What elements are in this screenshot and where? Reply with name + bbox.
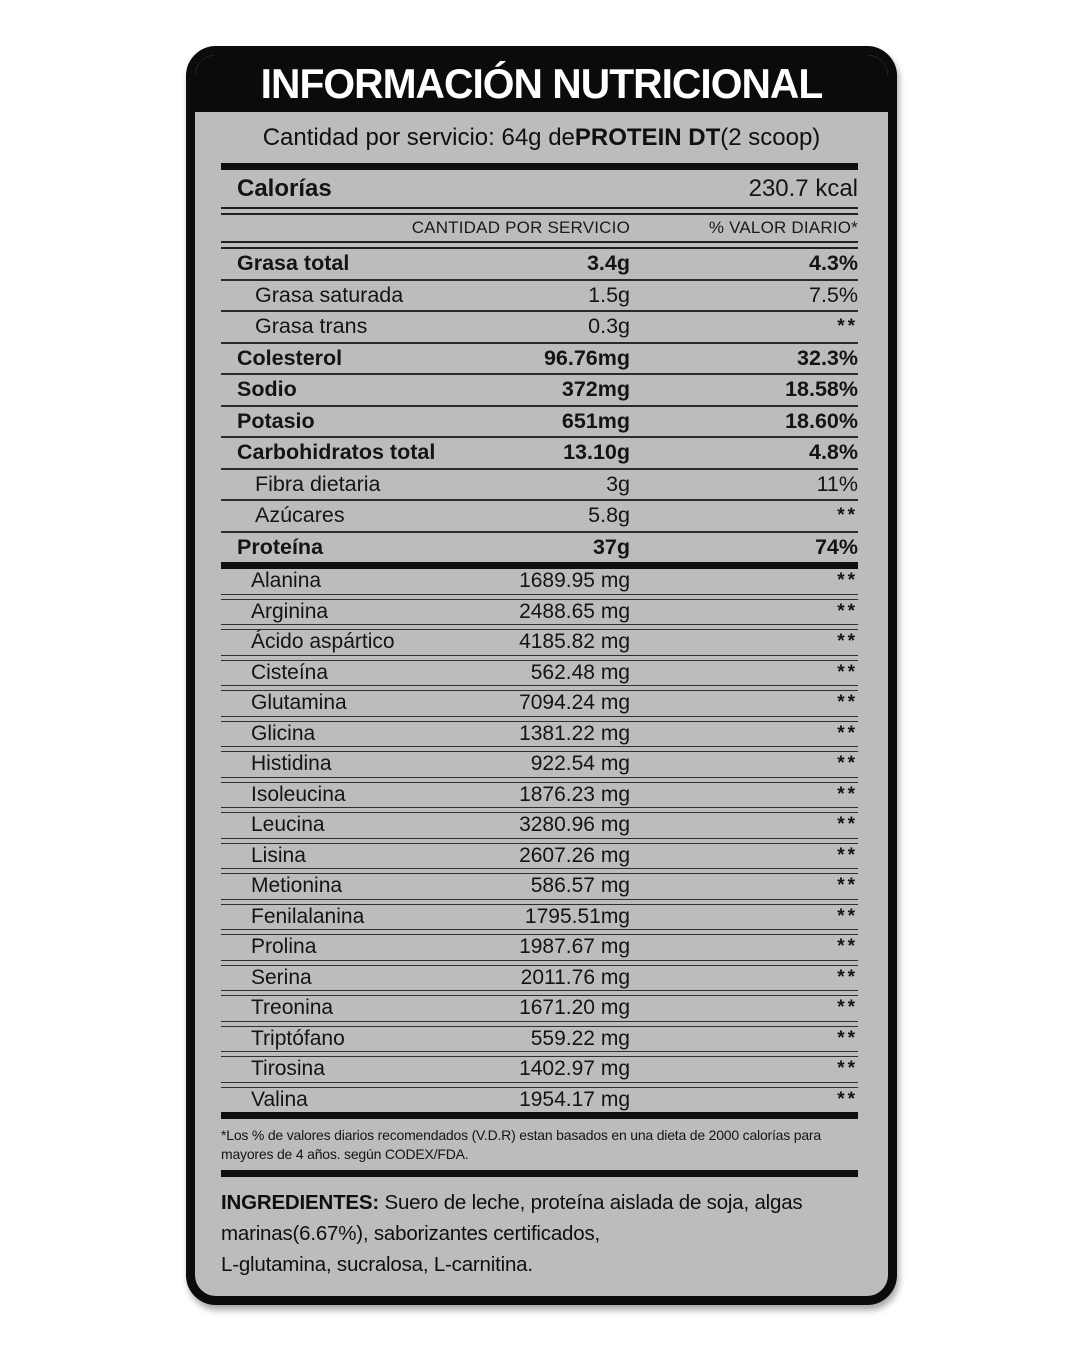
row-amount: 5.8g [588,503,630,528]
table-row [221,813,858,838]
row-daily-value: ** [837,1058,858,1080]
column-header-amount: CANTIDAD POR SERVICIO [411,218,630,237]
thick-rule-mid [221,562,858,569]
table-row [221,470,858,500]
row-amount: 1.5g [588,282,630,307]
row-amount: 4185.82 mg [519,630,630,654]
calories-label: Calorías [237,174,332,202]
row-amount: 922.54 mg [530,752,630,776]
label-content [221,163,858,1280]
table-row [221,375,858,405]
table-row [221,569,858,594]
row-label: Alanina [251,569,322,593]
row-label: Azúcares [255,503,345,528]
table-row [221,935,858,960]
table-row [221,1027,858,1052]
row-amount: 2488.65 mg [519,599,630,623]
row-amount: 0.3g [588,314,630,339]
row-label: Prolina [251,935,317,959]
row-amount: 2011.76 mg [520,965,630,989]
row-label: Fenilalanina [251,904,365,928]
row-label: Glicina [251,721,316,745]
row-amount: 1987.67 mg [519,935,630,959]
row-label: Triptófano [251,1026,345,1050]
table-row [221,600,858,625]
row-daily-value: ** [837,966,858,988]
nutrients-table [221,249,858,562]
row-amount: 651mg [561,408,630,433]
table-row [221,1057,858,1082]
row-amount: 1954.17 mg [519,1087,630,1111]
label-header-band [195,55,888,112]
row-amount: 96.76mg [543,345,630,370]
row-label: Metionina [251,874,343,898]
table-row [221,312,858,342]
table-row [221,249,858,279]
row-amount: 2607.26 mg [519,843,630,867]
row-label: Grasa trans [255,314,368,339]
table-row [221,844,858,869]
row-label: Carbohidratos total [237,440,436,465]
row-label: Isoleucina [251,782,346,806]
table-row [221,407,858,437]
row-daily-value: ** [837,631,858,653]
row-label: Cisteína [251,660,329,684]
table-row [221,783,858,808]
row-daily-value: ** [837,722,858,744]
ingredients-section [221,1177,858,1280]
ingredients-line: marinas(6.67%), saborizantes certificados, [221,1222,600,1245]
ingredients-line: L-glutamina, sucralosa, L-carnitina. [221,1253,533,1276]
row-daily-value: 7.5% [808,282,858,307]
row-label: Leucina [251,813,325,837]
table-row [221,905,858,930]
ingredients-heading: INGREDIENTES: [221,1191,379,1214]
table-row [221,438,858,468]
row-daily-value: 4.3% [808,251,858,276]
row-label: Tirosina [251,1057,325,1081]
row-amount: 1795.51mg [524,904,630,928]
table-row [221,281,858,311]
table-row [221,630,858,655]
row-daily-value: ** [837,692,858,714]
footnote-line: mayores de 4 años. según CODEX/FDA. [221,1146,469,1162]
table-row [221,691,858,716]
row-amount: 1402.97 mg [519,1057,630,1081]
row-label: Glutamina [251,691,347,715]
row-daily-value: ** [837,1088,858,1110]
row-amount: 1671.20 mg [519,996,630,1020]
row-daily-value: ** [837,844,858,866]
row-daily-value: ** [837,875,858,897]
row-label: Valina [251,1087,308,1111]
row-daily-value: ** [837,1027,858,1049]
row-amount: 1689.95 mg [519,569,630,593]
row-daily-value: ** [837,315,858,337]
row-label: Treonina [251,996,334,1020]
double-rule [221,207,858,215]
row-daily-value: ** [837,504,858,526]
row-amount: 1381.22 mg [519,721,630,745]
serving-line [195,112,888,163]
row-daily-value: 74% [814,534,858,559]
footnote-line: *Los % de valores diarios recomendados (V.D.R) estan basados en una dieta de 2000 calorías para [221,1127,821,1143]
serving-suffix: (2 scoop) [720,123,821,151]
row-amount: 559.22 mg [530,1026,630,1050]
nutrition-label-card [186,46,897,1305]
double-rule [221,241,858,249]
daily-value-footnote [221,1119,858,1170]
table-row [221,344,858,374]
row-amount: 586.57 mg [530,874,630,898]
row-amount: 37g [592,534,630,559]
row-label: Colesterol [237,345,343,370]
row-daily-value: 32.3% [797,345,858,370]
row-daily-value: ** [837,661,858,683]
row-label: Arginina [251,599,329,623]
table-row [221,533,858,563]
row-daily-value: ** [837,600,858,622]
row-amount: 3280.96 mg [519,813,630,837]
table-row [221,1088,858,1113]
table-row [221,722,858,747]
row-daily-value: 4.8% [808,440,858,465]
ingredients-text: Suero de leche, proteína aislada de soja, algas [379,1191,803,1214]
product-name: PROTEIN DT [574,123,721,151]
table-row [221,501,858,531]
row-label: Histidina [251,752,332,776]
table-row [221,966,858,991]
row-amount: 3g [606,471,630,496]
row-label: Ácido aspártico [251,630,395,654]
row-amount: 372mg [561,377,630,402]
serving-prefix: Cantidad por servicio: 64g de [262,123,575,151]
row-amount: 13.10g [563,440,630,465]
row-amount: 7094.24 mg [519,691,630,715]
row-daily-value: ** [837,783,858,805]
table-row [221,752,858,777]
row-label: Fibra dietaria [255,471,381,496]
row-daily-value: 11% [816,471,858,496]
row-daily-value: ** [837,570,858,592]
thick-rule-top [221,163,858,170]
thick-rule-aminos-end [221,1112,858,1119]
row-label: Grasa saturada [255,282,404,307]
column-headers-row [221,215,858,241]
table-row [221,661,858,686]
row-label: Lisina [251,843,306,867]
column-header-daily-value: % VALOR DIARIO* [708,218,858,237]
row-label: Sodio [237,377,297,402]
label-title: INFORMACIÓN NUTRICIONAL [260,59,823,107]
row-daily-value: ** [837,753,858,775]
row-daily-value: ** [837,905,858,927]
row-amount: 3.4g [586,251,630,276]
row-daily-value: ** [837,997,858,1019]
amino-acids-table [221,569,858,1112]
ingredients-line [221,1187,858,1218]
row-amount: 1876.23 mg [519,782,630,806]
calories-value: 230.7 kcal [748,174,858,202]
row-daily-value: 18.60% [785,408,858,433]
calories-row [221,170,858,207]
row-label: Grasa total [237,251,350,276]
row-label: Proteína [237,534,324,559]
row-amount: 562.48 mg [530,660,630,684]
thick-rule-footnote-end [221,1170,858,1177]
table-row [221,996,858,1021]
row-label: Potasio [237,408,315,433]
table-row [221,874,858,899]
row-daily-value: ** [837,814,858,836]
row-daily-value: ** [837,936,858,958]
row-daily-value: 18.58% [785,377,858,402]
row-label: Serina [251,965,312,989]
